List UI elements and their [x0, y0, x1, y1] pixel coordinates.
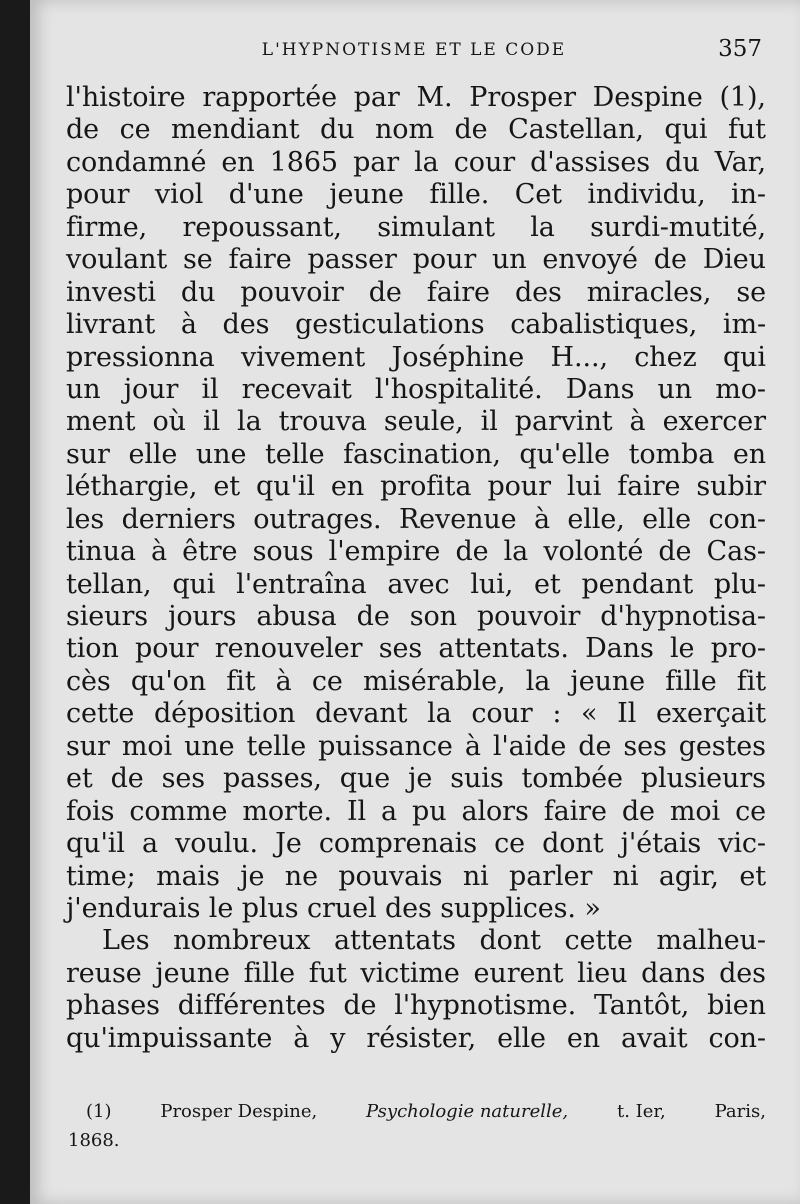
word: ce [119, 114, 151, 146]
word: jour [123, 373, 179, 405]
word: la [503, 536, 529, 568]
word: avec [387, 568, 450, 600]
word: victime [360, 957, 460, 989]
word: voulant [66, 244, 168, 276]
word: ni [612, 860, 639, 892]
word: lui [566, 471, 602, 503]
word: livrant [66, 309, 156, 341]
word: du [320, 114, 355, 146]
word: gestes [678, 730, 766, 762]
word: Cet [514, 179, 562, 211]
word: cette [564, 925, 633, 957]
word: la [237, 406, 262, 438]
word: pour [135, 633, 199, 665]
word: ment [66, 406, 136, 438]
word: ses [378, 633, 423, 665]
word: cabalistiques, [510, 309, 698, 341]
word: la [525, 665, 551, 697]
word: Dieu [702, 244, 766, 276]
word: y [330, 1022, 346, 1054]
text-line: j'endurais le plus cruel des supplices. » [66, 892, 601, 924]
word: jeune [155, 957, 230, 989]
word: à [464, 730, 481, 762]
word: gesticulations [295, 309, 485, 341]
word: suis [450, 763, 504, 795]
word: abusa [256, 601, 337, 632]
word: bien [707, 990, 766, 1022]
word: Dans [585, 633, 654, 665]
word: de [110, 763, 144, 795]
word: seule, [383, 406, 464, 438]
word: tellan, [66, 568, 152, 600]
word: j'étais [620, 828, 702, 860]
word: à [180, 309, 197, 341]
word: un [66, 373, 101, 405]
word: outrages. [253, 503, 382, 535]
word: malheu- [656, 925, 766, 957]
running-head [66, 36, 762, 66]
footnote-place: Paris, [714, 1101, 766, 1122]
word: tinua [66, 536, 136, 568]
word: fille [665, 665, 717, 697]
text-line [66, 471, 766, 503]
word: sieurs [66, 601, 149, 632]
word: parvint [514, 406, 613, 438]
word: elle [128, 438, 178, 470]
word: viol [154, 179, 204, 211]
page-number: 357 [718, 36, 762, 62]
word: dans [641, 957, 706, 989]
word: comme [129, 795, 228, 827]
word: qui [172, 568, 216, 600]
text-line [66, 569, 766, 601]
word: a [381, 795, 398, 827]
word: simulant [377, 211, 495, 243]
word: tion [66, 633, 119, 665]
footnote-year: 1868. [68, 1130, 120, 1151]
word: dont [542, 828, 604, 860]
word: résister, [366, 1022, 477, 1054]
word: dont [479, 925, 541, 957]
word: Prosper [469, 82, 576, 113]
word: (1), [719, 82, 766, 113]
word: d'une [228, 179, 304, 211]
footnote-line [68, 1126, 766, 1155]
word: fille [243, 957, 296, 989]
word: devant [315, 698, 408, 730]
word: firme, [66, 211, 148, 243]
text-line [66, 342, 766, 374]
word: de [356, 601, 390, 632]
word: de [66, 114, 100, 146]
text-line [66, 374, 766, 406]
word: cour [453, 146, 516, 178]
text-line [66, 990, 766, 1022]
word: et [739, 860, 766, 892]
word: trouva [278, 406, 367, 438]
word: de [454, 114, 488, 146]
text-line [66, 666, 766, 698]
word: pouvoir [476, 601, 581, 632]
word: phases [66, 990, 160, 1022]
word: elle [497, 1022, 546, 1054]
word: renouveler [214, 633, 363, 665]
word: des [514, 276, 562, 308]
footnote-author: Prosper Despine, [160, 1101, 318, 1122]
text-line [66, 536, 766, 568]
word: 1865 [269, 146, 338, 178]
word: pouvoir [240, 276, 344, 308]
word: plu- [713, 568, 766, 600]
word: je [408, 763, 433, 795]
word: faire [543, 795, 607, 827]
text-line [66, 406, 766, 438]
word: repoussant, [182, 211, 342, 243]
word: avait [621, 1022, 688, 1054]
word: par [353, 82, 400, 113]
word: passes, [223, 763, 322, 795]
footnote [68, 1097, 766, 1155]
word: en [566, 1022, 601, 1054]
word: Var, [714, 146, 766, 178]
word: jours [168, 601, 237, 632]
word: faire [617, 471, 681, 503]
word: H..., [550, 341, 608, 373]
footnote-line [86, 1097, 766, 1126]
word: le [670, 633, 695, 665]
word: les [66, 503, 105, 535]
word: fascination, [343, 438, 501, 470]
word: fut [308, 957, 347, 989]
word: Les [102, 925, 150, 957]
word: qu'il [256, 471, 315, 503]
footnote-marker: (1) [86, 1101, 112, 1122]
word: derniers [121, 503, 236, 535]
word: un [657, 373, 693, 405]
word: cès [66, 665, 111, 697]
word: alors [461, 795, 529, 827]
word: par [353, 146, 400, 178]
word: des [719, 957, 766, 989]
word: de [621, 795, 655, 827]
word: l'histoire [66, 82, 186, 113]
word: rapportée [202, 82, 337, 113]
word: sur [66, 730, 110, 762]
word: lui, [470, 568, 514, 600]
word: en [732, 438, 766, 470]
word: nom [375, 114, 434, 146]
word: se [736, 276, 766, 308]
word: d'hypnotisa- [600, 601, 766, 632]
word: léthargie, [66, 471, 198, 503]
word: surdi-mutité, [590, 211, 766, 243]
word: comprenais [318, 828, 477, 860]
word: cour [471, 698, 533, 730]
word: misérable, [362, 665, 506, 697]
word: ni [462, 860, 489, 892]
word: qu'il [66, 828, 125, 860]
text-line [66, 212, 766, 244]
word: pu [412, 795, 447, 827]
word: Il [617, 698, 637, 730]
word: être [182, 536, 238, 568]
word: qui [664, 114, 708, 146]
word: envoyé [542, 244, 638, 276]
word: Il [346, 795, 367, 827]
word: des [222, 309, 270, 341]
word: d'assises [530, 146, 651, 178]
word: agir, [658, 860, 719, 892]
word: fille. [429, 179, 490, 211]
word: cette [66, 698, 135, 730]
word: ce [735, 795, 766, 827]
word: la [427, 698, 452, 730]
word: attentats [333, 925, 456, 957]
word: il [202, 406, 221, 438]
word: je [240, 860, 265, 892]
word: subir [696, 471, 766, 503]
word: à [275, 665, 292, 697]
word: M. [416, 82, 453, 113]
word: volonté [543, 536, 644, 568]
word: il [480, 406, 498, 438]
word: sur [66, 438, 110, 470]
text-line [66, 763, 766, 795]
word: « [581, 698, 598, 730]
word: l'empire [328, 536, 441, 568]
word: pour [487, 471, 551, 503]
word: où [152, 406, 186, 438]
footnote-tome: t. Ier, [616, 1101, 666, 1122]
word: con- [708, 503, 766, 535]
word: Dans [565, 373, 635, 405]
word: Tantôt, [593, 990, 690, 1022]
word: pressionna [66, 341, 215, 373]
word: Cas- [706, 536, 766, 568]
word: Je [275, 828, 302, 860]
book-page [30, 0, 800, 1204]
word: in- [731, 179, 766, 211]
text-line [66, 796, 766, 828]
text-line [66, 958, 766, 990]
word: elle [642, 503, 691, 535]
word: déposition [153, 698, 296, 730]
word: de [653, 244, 687, 276]
text-line [66, 601, 766, 633]
text-line [66, 828, 766, 860]
word: puissance [318, 730, 453, 762]
word: l'hypnotisme. [394, 990, 577, 1022]
text-line [66, 504, 766, 536]
word: nombreux [173, 925, 311, 957]
word: et [213, 471, 240, 503]
word: tombée [521, 763, 623, 795]
word: pendant [581, 568, 694, 600]
word: miracles, [586, 276, 712, 308]
word: pro- [710, 633, 766, 665]
word: moi [121, 730, 173, 762]
word: mo- [715, 373, 766, 405]
word: en [221, 146, 255, 178]
word: time; [66, 860, 136, 892]
word: l'hospitalité. [374, 373, 543, 405]
word: ses [623, 730, 667, 762]
word: fois [66, 795, 115, 827]
word: passer [307, 244, 397, 276]
word: pour [412, 244, 477, 276]
word: à [629, 406, 646, 438]
word: à [293, 1022, 310, 1054]
word: telle [246, 730, 307, 762]
word: de [368, 276, 402, 308]
text-line [66, 439, 766, 471]
text-line [66, 633, 766, 665]
word: ne [284, 860, 318, 892]
word: parler [509, 860, 593, 892]
word: morte. [242, 795, 332, 827]
word: con- [708, 1022, 766, 1054]
word: ce [311, 665, 343, 697]
word: investi [66, 276, 156, 308]
word: a [141, 828, 158, 860]
word: la [530, 211, 555, 243]
word: eurent [473, 957, 564, 989]
word: qu'on [130, 665, 207, 697]
word: reuse [66, 957, 142, 989]
word: mais [156, 860, 220, 892]
word: Despine [592, 82, 703, 113]
word: un [491, 244, 527, 276]
word: sous [252, 536, 314, 568]
word: : [552, 698, 562, 730]
word: une [184, 730, 235, 762]
word: jeune [329, 179, 404, 211]
word: vivement [241, 341, 366, 373]
word: l'aide [492, 730, 567, 762]
word: en [330, 471, 365, 503]
word: telle [264, 438, 325, 470]
word: profita [380, 471, 472, 503]
text-line [66, 244, 766, 276]
text-line [66, 861, 766, 893]
word: de [455, 536, 489, 568]
word: fit [226, 665, 256, 697]
text-line [66, 147, 766, 179]
word: son [409, 601, 457, 632]
word: mendiant [171, 114, 300, 146]
word: que [339, 763, 391, 795]
word: de [578, 730, 612, 762]
word: im- [722, 309, 766, 341]
word: jeune [570, 665, 646, 697]
text-line [66, 82, 766, 114]
word: qu'elle [519, 438, 611, 470]
word: Revenue [398, 503, 517, 535]
word: pouvais [338, 860, 443, 892]
word: du [180, 276, 216, 308]
word: vic- [718, 828, 766, 860]
text-line [66, 179, 766, 211]
word: qui [722, 341, 766, 373]
word: tomba [628, 438, 715, 470]
text-line [66, 731, 766, 763]
text-line [66, 277, 766, 309]
word: de [658, 536, 692, 568]
word: à [533, 503, 550, 535]
word: voulu. [175, 828, 258, 860]
word: ce [494, 828, 525, 860]
word: du [665, 146, 700, 178]
text-line [66, 698, 766, 730]
body-text [66, 82, 766, 1055]
word: fut [727, 114, 766, 146]
word: condamné [66, 146, 207, 178]
word: attentats. [438, 633, 569, 665]
word: fit [736, 665, 766, 697]
word: pour [66, 179, 130, 211]
footnote-title: Psychologie naturelle, [366, 1101, 569, 1122]
running-title: L'HYPNOTISME ET LE CODE [261, 40, 567, 60]
word: à [151, 536, 167, 568]
word: une [195, 438, 247, 470]
word: ses [161, 763, 206, 795]
word: individu, [587, 179, 706, 211]
word: elle, [567, 503, 625, 535]
word: moi [669, 795, 721, 827]
word: et [534, 568, 561, 600]
word: il [201, 373, 219, 405]
word: exercer [662, 406, 766, 438]
word: la [414, 146, 439, 178]
word: faire [426, 276, 490, 308]
text-line [66, 309, 766, 341]
word: exerçait [655, 698, 766, 730]
word: l'entraîna [236, 568, 367, 600]
text-line [66, 1023, 766, 1055]
word: recevait [241, 373, 352, 405]
word: faire [228, 244, 292, 276]
word: qu'impuissante [66, 1022, 273, 1054]
word: et [66, 763, 93, 795]
word: plusieurs [640, 763, 766, 795]
text-line [66, 925, 766, 957]
word: lieu [577, 957, 628, 989]
word: de [343, 990, 377, 1022]
text-line [66, 114, 766, 146]
word: se [183, 244, 213, 276]
word: différentes [177, 990, 326, 1022]
word: chez [634, 341, 697, 373]
word: Castellan, [508, 114, 644, 146]
word: Joséphine [391, 341, 525, 373]
